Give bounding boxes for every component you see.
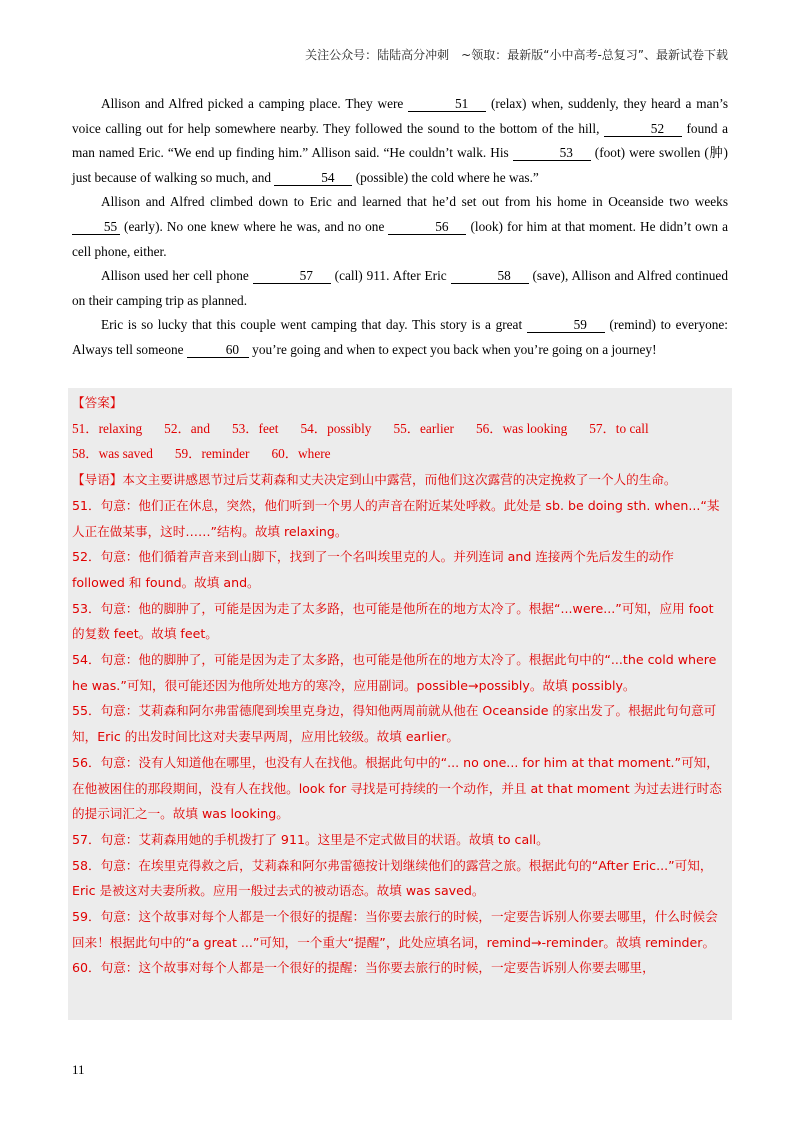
text-segment: (call) 911. After Eric (330, 268, 451, 284)
passage-paragraph-1 (72, 92, 728, 190)
text-segment: you’re going and when to expect you back when you’re going on a journey! (248, 341, 657, 357)
explanation-57: 57．句意：艾莉森用她的手机拨打了 911。这里是不定式做目的状语。故填 to call。 (72, 831, 549, 847)
passage-paragraph-2 (72, 190, 728, 264)
answer-58: 58．was saved (72, 446, 153, 462)
guide-text: 【导语】本文主要讲感恩节过后艾莉森和丈夫决定到山中露营，而他们这次露营的决定挽救了一个人的生命。 (72, 472, 677, 488)
text-segment: Allison used her cell phone (101, 268, 253, 284)
passage-paragraph-4 (72, 313, 728, 362)
answer-heading: 【答案】 (72, 395, 123, 410)
answer-row-2 (72, 441, 728, 467)
text-segment: (foot) were swollen (肿) just because of walking so much, and (72, 145, 728, 185)
blank-56: 56 (388, 219, 466, 235)
answer-57: 57．to call (589, 420, 649, 436)
answer-53: 53．feet (231, 420, 279, 436)
explanation-52: 52．句意：他们循着声音来到山脚下，找到了一个名叫埃里克的人。并列连词 and 连接两个先后发生的动作 followed 和 found。故填 and。 (72, 549, 674, 590)
passage (72, 92, 728, 363)
answer-51: 51．relaxing (72, 420, 143, 436)
blank-52: 52 (604, 121, 682, 137)
answer-54: 54．possibly (300, 420, 372, 436)
text-segment: found a man named Eric. “We end up finding him.” Allison said. “He couldn’t walk. His (72, 120, 728, 161)
page-header: 关注公众号：陆陆高分冲刺 ~领取：最新版“小中高考-总复习”、最新试卷下载 (305, 48, 728, 62)
explanation-59: 59．句意：这个故事对每个人都是一个很好的提醒：当你要去旅行的时候，一定要告诉别人你要去哪里，什么时候会回来！根据此句中的“a great ...”可知，一个重大“提醒”，此处应填名词，remind→-reminder。故填 reminder。 (72, 909, 718, 950)
explanation-56: 56．句意：没有人知道他在哪里，也没有人在找他。根据此句中的“... no one... for him at that moment.”可知，在他被困住的那段期间，没有人在找他。look for 寻找是可持续的一个动作，并且 at that moment 为过去进行时态的提示词汇之一。故填 was looking。 (72, 754, 722, 822)
blank-60: 60 (187, 342, 249, 358)
text-segment: (remind) to everyone: Always tell someone (72, 317, 729, 357)
blank-59: 59 (527, 317, 605, 333)
text-segment: (possible) the cold where he was.” (352, 169, 539, 185)
text-segment: Allison and Alfred climbed down to Eric and learned that he’d set out from his home in Oceanside two weeks (101, 194, 728, 210)
blank-51: 51 (408, 96, 486, 112)
answer-section (68, 388, 732, 1020)
text-segment: (save), Allison and Alfred continued on their camping trip as planned. (72, 268, 728, 308)
passage-paragraph-3 (72, 264, 728, 313)
answer-52: 52．and (164, 420, 210, 436)
text-segment: (early). No one knew where he was, and no one (120, 218, 389, 234)
text-segment: (look) for him at that moment. He didn’t own a cell phone, either. (72, 218, 728, 259)
explanation-60: 60．句意：这个故事对每个人都是一个很好的提醒：当你要去旅行的时候，一定要告诉别人你要去哪里， (72, 960, 655, 976)
blank-53: 53 (513, 145, 591, 161)
explanation-53: 53．句意：他的脚肿了，可能是因为走了太多路，也可能是他所在的地方太冷了。根据“...were...”可知，应用 foot 的复数 feet。故填 feet。 (72, 600, 714, 642)
answer-row-1 (72, 416, 728, 442)
blank-57: 57 (253, 268, 331, 284)
blank-55: 55 (72, 219, 120, 235)
answer-60: 60．where (271, 446, 331, 462)
explanation-51: 51．句意：他们正在休息，突然，他们听到一个男人的声音在附近某处呼救。此处是 sb. be doing sth. when...“某人正在做某事，这时……”结构。故填 relaxing。 (72, 497, 720, 539)
blank-54: 54 (274, 170, 352, 186)
explanation-55: 55．句意：艾莉森和阿尔弗雷德爬到埃里克身边，得知他两周前就从他在 Oceanside 的家出发了。根据此句句意可知，Eric 的出发时间比这对夫妻早两周，应用比较级。故填 earlier。 (72, 703, 717, 745)
text-segment: (relax) when, suddenly, they heard a man’s voice calling out for help somewhere nearby. They followed the sound to the bottom of the hill, (72, 96, 728, 136)
explanation-58: 58．句意：在埃里克得救之后，艾莉森和阿尔弗雷德按计划继续他们的露营之旅。根据此句的“After Eric...”可知，Eric 是被这对夫妻所救。应用一般过去式的被动语态。故填 was saved。 (72, 857, 713, 899)
answer-55: 55．earlier (393, 420, 454, 436)
answer-59: 59．reminder (174, 446, 250, 462)
page-number: 11 (72, 1062, 85, 1077)
answer-56: 56．was looking (475, 420, 568, 436)
text-segment: Eric is so lucky that this couple went camping that day. This story is a great (101, 317, 527, 333)
text-segment: Allison and Alfred picked a camping place. They were (101, 96, 409, 111)
blank-58: 58 (451, 268, 529, 284)
explanation-54: 54．句意：他的脚肿了，可能是因为走了太多路，也可能是他所在的地方太冷了。根据此句中的“...the cold where he was.”可知，很可能还因为他所处地方的寒冷，应用副词。possible→possibly。故填 possibly。 (72, 652, 717, 693)
